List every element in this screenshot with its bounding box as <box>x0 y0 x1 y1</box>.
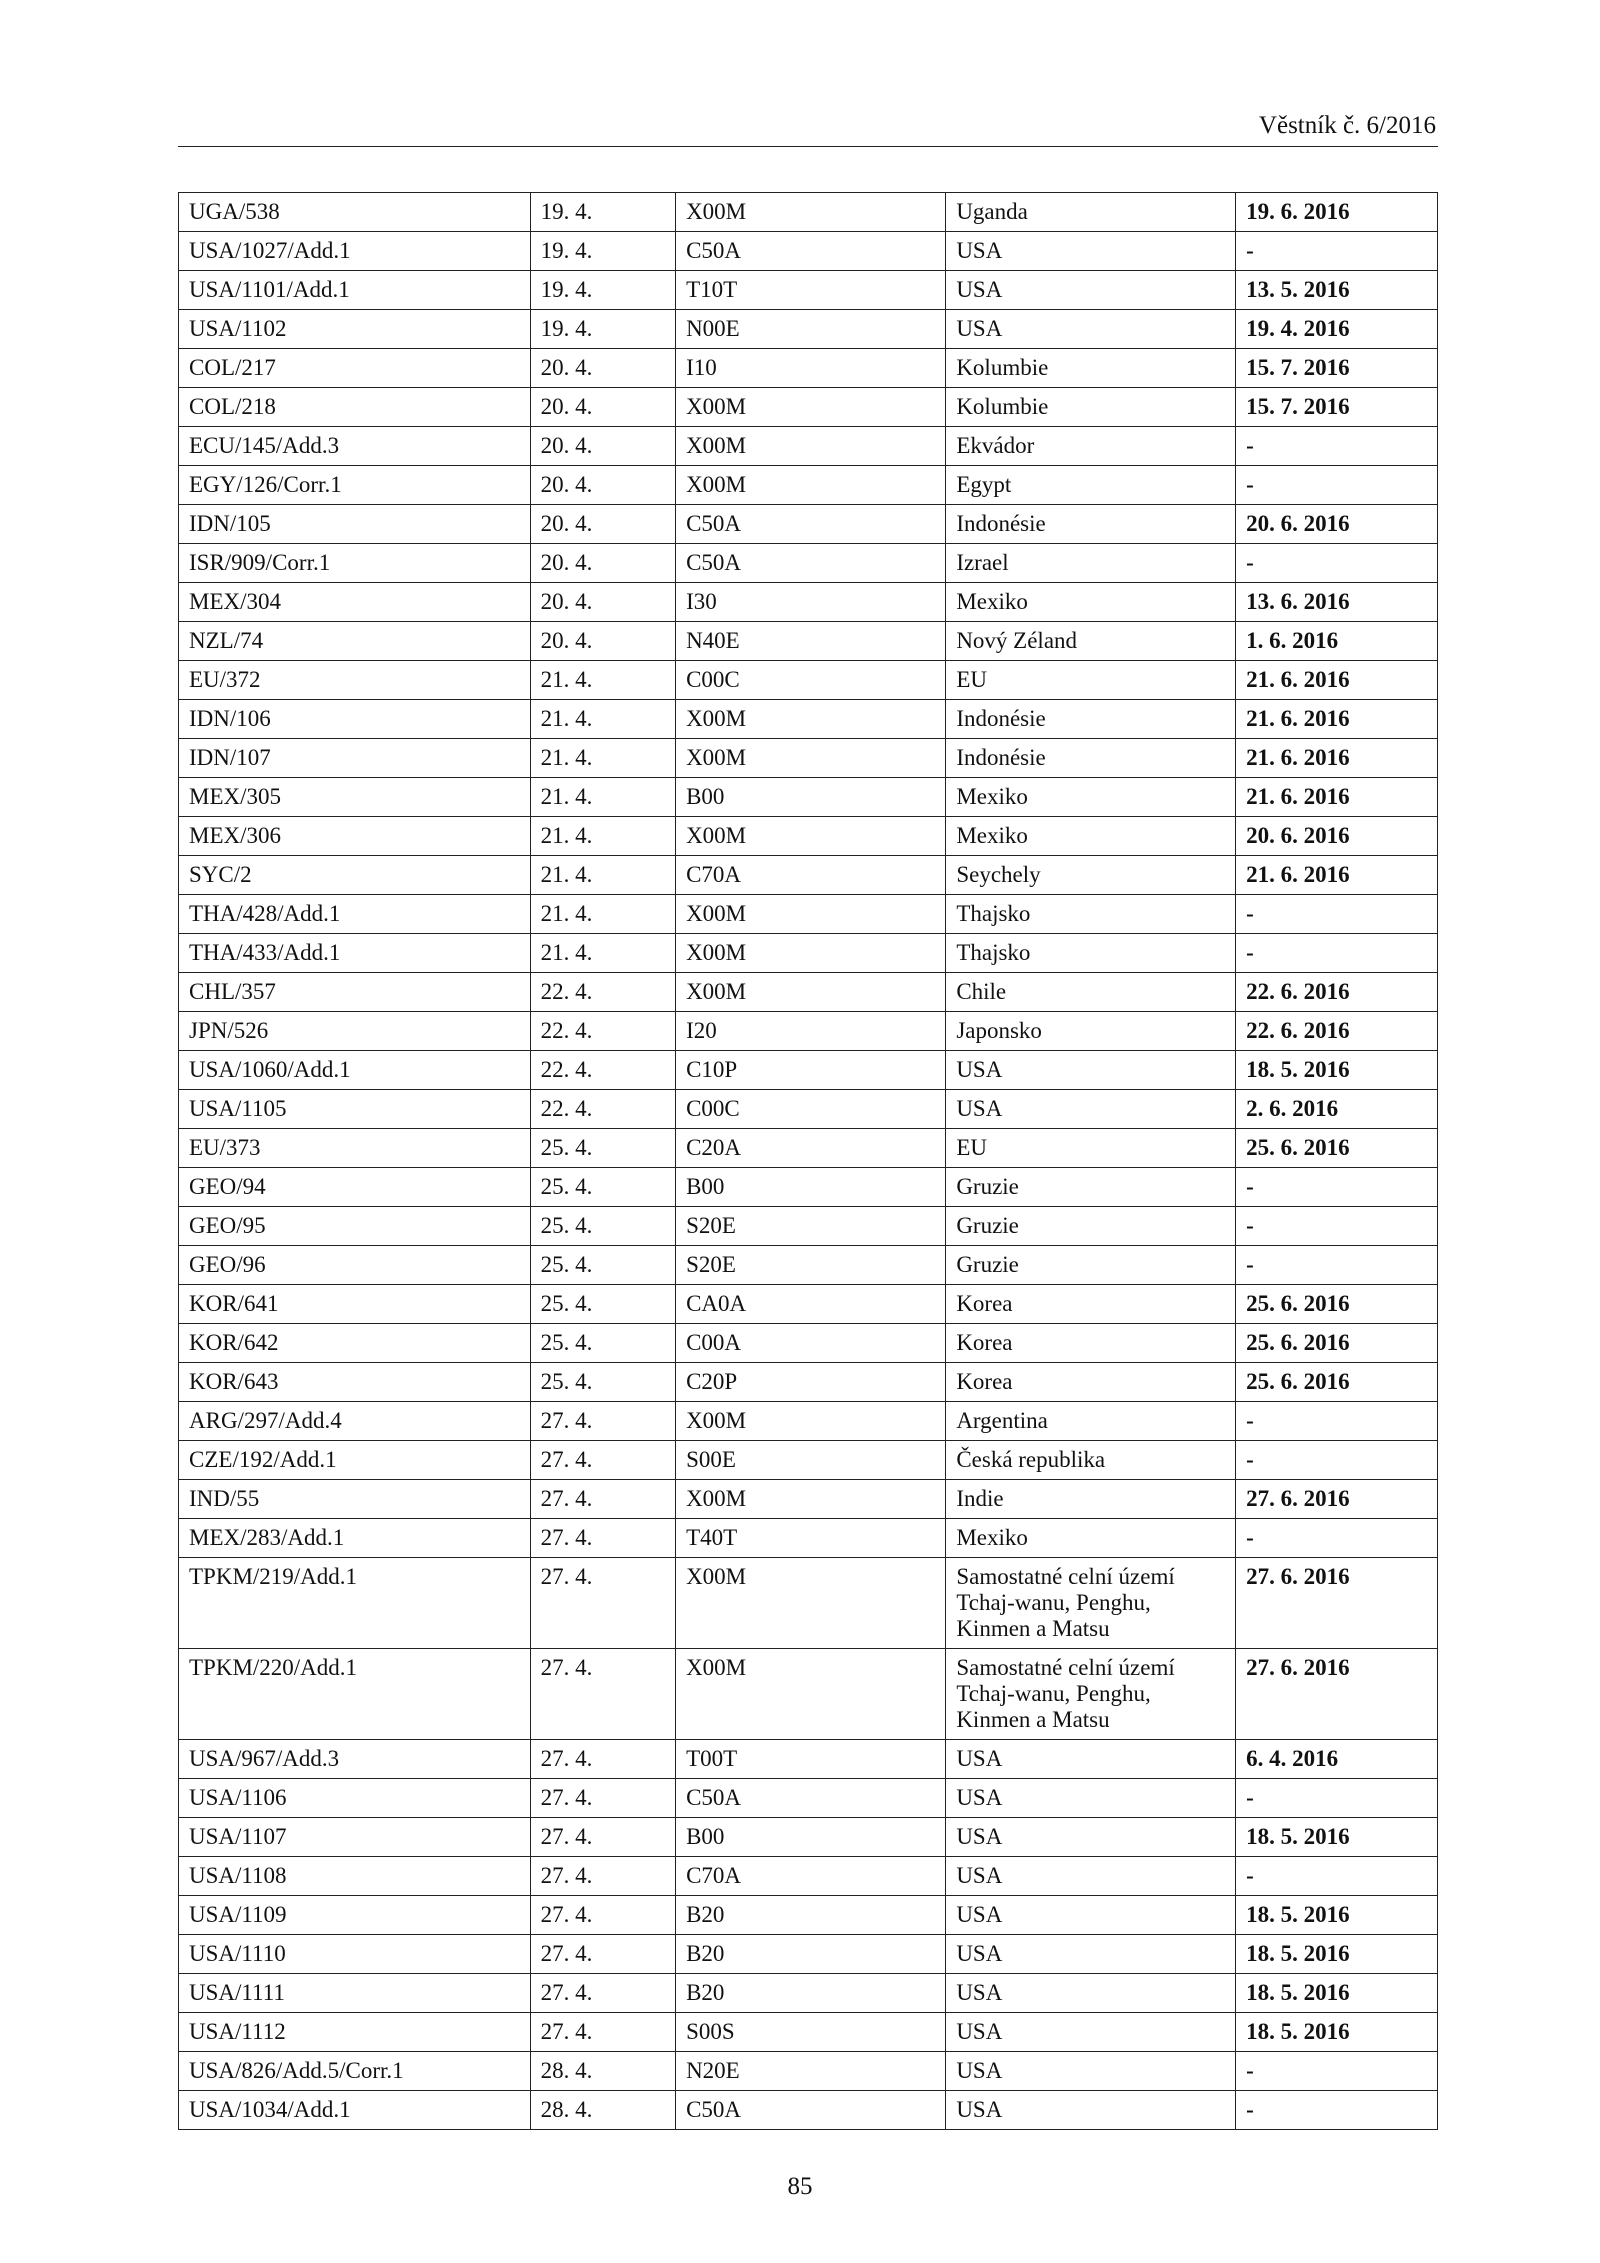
table-row <box>179 1051 1438 1090</box>
deadline-date-cell: 15. 7. 2016 <box>1236 349 1438 388</box>
deadline-date-cell: 21. 6. 2016 <box>1236 661 1438 700</box>
document-code-cell: GEO/94 <box>179 1168 531 1207</box>
document-code-cell: COL/217 <box>179 349 531 388</box>
document-code-cell: USA/1102 <box>179 310 531 349</box>
deadline-date-cell: - <box>1236 1857 1438 1896</box>
table-row <box>179 271 1438 310</box>
document-code-cell: USA/967/Add.3 <box>179 1740 531 1779</box>
deadline-date-cell: 19. 4. 2016 <box>1236 310 1438 349</box>
notification-table <box>178 192 1438 2130</box>
country-cell: Indonésie <box>946 739 1236 778</box>
table-row <box>179 2013 1438 2052</box>
country-cell: Gruzie <box>946 1246 1236 1285</box>
table-row <box>179 817 1438 856</box>
notification-date-cell: 28. 4. <box>530 2052 675 2091</box>
deadline-date-cell: 27. 6. 2016 <box>1236 1558 1438 1649</box>
notification-date-cell: 20. 4. <box>530 622 675 661</box>
ics-code-cell: N00E <box>676 310 946 349</box>
notification-date-cell: 27. 4. <box>530 1740 675 1779</box>
document-code-cell: USA/1107 <box>179 1818 531 1857</box>
document-code-cell: USA/1101/Add.1 <box>179 271 531 310</box>
ics-code-cell: X00M <box>676 427 946 466</box>
deadline-date-cell: 25. 6. 2016 <box>1236 1129 1438 1168</box>
country-cell: Kolumbie <box>946 388 1236 427</box>
document-code-cell: IDN/107 <box>179 739 531 778</box>
table-row <box>179 856 1438 895</box>
document-code-cell: USA/1109 <box>179 1896 531 1935</box>
table-row <box>179 349 1438 388</box>
country-cell: Nový Zéland <box>946 622 1236 661</box>
notification-date-cell: 25. 4. <box>530 1285 675 1324</box>
document-code-cell: IDN/105 <box>179 505 531 544</box>
table-row <box>179 778 1438 817</box>
document-code-cell: USA/1105 <box>179 1090 531 1129</box>
notification-date-cell: 20. 4. <box>530 349 675 388</box>
document-code-cell: IND/55 <box>179 1480 531 1519</box>
notification-date-cell: 27. 4. <box>530 1818 675 1857</box>
document-code-cell: CZE/192/Add.1 <box>179 1441 531 1480</box>
table-row <box>179 544 1438 583</box>
country-cell: Česká republika <box>946 1441 1236 1480</box>
table-row <box>179 934 1438 973</box>
ics-code-cell: T00T <box>676 1740 946 1779</box>
ics-code-cell: S00E <box>676 1441 946 1480</box>
ics-code-cell: C20A <box>676 1129 946 1168</box>
country-cell: USA <box>946 2052 1236 2091</box>
deadline-date-cell: - <box>1236 2052 1438 2091</box>
document-code-cell: ECU/145/Add.3 <box>179 427 531 466</box>
ics-code-cell: X00M <box>676 193 946 232</box>
table-row <box>179 700 1438 739</box>
country-cell: Izrael <box>946 544 1236 583</box>
table-row <box>179 973 1438 1012</box>
deadline-date-cell: 2. 6. 2016 <box>1236 1090 1438 1129</box>
table-row <box>179 1779 1438 1818</box>
deadline-date-cell: 18. 5. 2016 <box>1236 1896 1438 1935</box>
ics-code-cell: T40T <box>676 1519 946 1558</box>
notification-date-cell: 27. 4. <box>530 1480 675 1519</box>
deadline-date-cell: 27. 6. 2016 <box>1236 1480 1438 1519</box>
deadline-date-cell: 22. 6. 2016 <box>1236 973 1438 1012</box>
deadline-date-cell: - <box>1236 1168 1438 1207</box>
ics-code-cell: X00M <box>676 700 946 739</box>
country-cell: Korea <box>946 1363 1236 1402</box>
country-cell: USA <box>946 1857 1236 1896</box>
country-cell: Gruzie <box>946 1207 1236 1246</box>
notification-date-cell: 27. 4. <box>530 1935 675 1974</box>
table-row <box>179 1896 1438 1935</box>
notification-date-cell: 27. 4. <box>530 1402 675 1441</box>
table-row <box>179 1740 1438 1779</box>
country-cell: USA <box>946 2091 1236 2130</box>
deadline-date-cell: - <box>1236 427 1438 466</box>
notification-date-cell: 21. 4. <box>530 739 675 778</box>
ics-code-cell: N40E <box>676 622 946 661</box>
deadline-date-cell: 21. 6. 2016 <box>1236 700 1438 739</box>
country-cell: Korea <box>946 1285 1236 1324</box>
table-row <box>179 2052 1438 2091</box>
document-code-cell: GEO/95 <box>179 1207 531 1246</box>
notification-date-cell: 19. 4. <box>530 193 675 232</box>
country-cell: Japonsko <box>946 1012 1236 1051</box>
document-code-cell: USA/1034/Add.1 <box>179 2091 531 2130</box>
notification-date-cell: 20. 4. <box>530 583 675 622</box>
deadline-date-cell: - <box>1236 1441 1438 1480</box>
notification-date-cell: 20. 4. <box>530 466 675 505</box>
table-row <box>179 1974 1438 2013</box>
country-cell: Egypt <box>946 466 1236 505</box>
table-row <box>179 388 1438 427</box>
document-code-cell: USA/1112 <box>179 2013 531 2052</box>
ics-code-cell: I10 <box>676 349 946 388</box>
notification-date-cell: 22. 4. <box>530 1090 675 1129</box>
document-code-cell: TPKM/220/Add.1 <box>179 1649 531 1740</box>
notification-date-cell: 25. 4. <box>530 1324 675 1363</box>
country-cell: USA <box>946 1818 1236 1857</box>
document-code-cell: CHL/357 <box>179 973 531 1012</box>
document-code-cell: USA/826/Add.5/Corr.1 <box>179 2052 531 2091</box>
table-row <box>179 310 1438 349</box>
country-cell: Seychely <box>946 856 1236 895</box>
notification-date-cell: 21. 4. <box>530 934 675 973</box>
deadline-date-cell: 18. 5. 2016 <box>1236 1818 1438 1857</box>
notification-date-cell: 27. 4. <box>530 1519 675 1558</box>
document-code-cell: USA/1110 <box>179 1935 531 1974</box>
document-code-cell: KOR/642 <box>179 1324 531 1363</box>
country-cell: USA <box>946 271 1236 310</box>
deadline-date-cell: - <box>1236 895 1438 934</box>
deadline-date-cell: 15. 7. 2016 <box>1236 388 1438 427</box>
notification-date-cell: 20. 4. <box>530 427 675 466</box>
document-code-cell: MEX/305 <box>179 778 531 817</box>
table-row <box>179 739 1438 778</box>
notification-date-cell: 27. 4. <box>530 1441 675 1480</box>
ics-code-cell: X00M <box>676 934 946 973</box>
deadline-date-cell: 13. 5. 2016 <box>1236 271 1438 310</box>
ics-code-cell: C00C <box>676 1090 946 1129</box>
ics-code-cell: X00M <box>676 817 946 856</box>
ics-code-cell: C70A <box>676 856 946 895</box>
deadline-date-cell: 22. 6. 2016 <box>1236 1012 1438 1051</box>
ics-code-cell: B00 <box>676 778 946 817</box>
table-row <box>179 1519 1438 1558</box>
table-row <box>179 466 1438 505</box>
document-code-cell: JPN/526 <box>179 1012 531 1051</box>
notification-date-cell: 27. 4. <box>530 1896 675 1935</box>
table-row <box>179 1285 1438 1324</box>
notification-date-cell: 27. 4. <box>530 1857 675 1896</box>
notification-date-cell: 21. 4. <box>530 661 675 700</box>
ics-code-cell: X00M <box>676 895 946 934</box>
table-row <box>179 1649 1438 1740</box>
country-cell: EU <box>946 661 1236 700</box>
document-code-cell: TPKM/219/Add.1 <box>179 1558 531 1649</box>
country-cell: USA <box>946 1051 1236 1090</box>
notification-date-cell: 27. 4. <box>530 1779 675 1818</box>
document-code-cell: USA/1108 <box>179 1857 531 1896</box>
table-row <box>179 1818 1438 1857</box>
ics-code-cell: C00A <box>676 1324 946 1363</box>
ics-code-cell: B20 <box>676 1935 946 1974</box>
notification-date-cell: 19. 4. <box>530 232 675 271</box>
deadline-date-cell: - <box>1236 1246 1438 1285</box>
deadline-date-cell: 1. 6. 2016 <box>1236 622 1438 661</box>
page-header <box>178 110 1438 147</box>
deadline-date-cell: 18. 5. 2016 <box>1236 1974 1438 2013</box>
country-cell: Mexiko <box>946 778 1236 817</box>
notification-date-cell: 22. 4. <box>530 1051 675 1090</box>
table-row <box>179 622 1438 661</box>
country-cell: Mexiko <box>946 1519 1236 1558</box>
ics-code-cell: X00M <box>676 1558 946 1649</box>
document-code-cell: ISR/909/Corr.1 <box>179 544 531 583</box>
notification-date-cell: 25. 4. <box>530 1246 675 1285</box>
ics-code-cell: C50A <box>676 544 946 583</box>
deadline-date-cell: 6. 4. 2016 <box>1236 1740 1438 1779</box>
table-body <box>179 193 1438 2130</box>
table-row <box>179 661 1438 700</box>
table-row <box>179 1012 1438 1051</box>
notification-date-cell: 27. 4. <box>530 2013 675 2052</box>
notification-date-cell: 22. 4. <box>530 1012 675 1051</box>
country-cell: Indie <box>946 1480 1236 1519</box>
table-row <box>179 1168 1438 1207</box>
document-code-cell: USA/1111 <box>179 1974 531 2013</box>
document-code-cell: MEX/304 <box>179 583 531 622</box>
deadline-date-cell: 25. 6. 2016 <box>1236 1285 1438 1324</box>
table-row <box>179 1441 1438 1480</box>
document-code-cell: COL/218 <box>179 388 531 427</box>
deadline-date-cell: 21. 6. 2016 <box>1236 778 1438 817</box>
document-code-cell: THA/428/Add.1 <box>179 895 531 934</box>
notification-date-cell: 27. 4. <box>530 1558 675 1649</box>
deadline-date-cell: - <box>1236 466 1438 505</box>
deadline-date-cell: 27. 6. 2016 <box>1236 1649 1438 1740</box>
deadline-date-cell: 18. 5. 2016 <box>1236 2013 1438 2052</box>
ics-code-cell: X00M <box>676 1480 946 1519</box>
notification-date-cell: 22. 4. <box>530 973 675 1012</box>
deadline-date-cell: - <box>1236 934 1438 973</box>
document-code-cell: EU/372 <box>179 661 531 700</box>
ics-code-cell: T10T <box>676 271 946 310</box>
document-code-cell: EU/373 <box>179 1129 531 1168</box>
country-cell: USA <box>946 232 1236 271</box>
country-cell: USA <box>946 1090 1236 1129</box>
country-cell: Samostatné celní území Tchaj-wanu, Penghu, Kinmen a Matsu <box>946 1649 1236 1740</box>
deadline-date-cell: 13. 6. 2016 <box>1236 583 1438 622</box>
notification-date-cell: 21. 4. <box>530 817 675 856</box>
country-cell: USA <box>946 1740 1236 1779</box>
ics-code-cell: X00M <box>676 1402 946 1441</box>
notification-date-cell: 27. 4. <box>530 1649 675 1740</box>
deadline-date-cell: - <box>1236 544 1438 583</box>
notification-date-cell: 21. 4. <box>530 856 675 895</box>
document-code-cell: MEX/306 <box>179 817 531 856</box>
deadline-date-cell: - <box>1236 1519 1438 1558</box>
notification-date-cell: 27. 4. <box>530 1974 675 2013</box>
ics-code-cell: S20E <box>676 1246 946 1285</box>
country-cell: Thajsko <box>946 934 1236 973</box>
notification-date-cell: 21. 4. <box>530 700 675 739</box>
deadline-date-cell: 25. 6. 2016 <box>1236 1324 1438 1363</box>
ics-code-cell: B20 <box>676 1974 946 2013</box>
document-code-cell: USA/1060/Add.1 <box>179 1051 531 1090</box>
country-cell: Mexiko <box>946 817 1236 856</box>
document-code-cell: ARG/297/Add.4 <box>179 1402 531 1441</box>
deadline-date-cell: - <box>1236 1402 1438 1441</box>
deadline-date-cell: 18. 5. 2016 <box>1236 1935 1438 1974</box>
ics-code-cell: I30 <box>676 583 946 622</box>
table-row <box>179 1857 1438 1896</box>
notification-date-cell: 19. 4. <box>530 310 675 349</box>
document-code-cell: NZL/74 <box>179 622 531 661</box>
ics-code-cell: C50A <box>676 2091 946 2130</box>
ics-code-cell: I20 <box>676 1012 946 1051</box>
ics-code-cell: S00S <box>676 2013 946 2052</box>
ics-code-cell: C10P <box>676 1051 946 1090</box>
country-cell: USA <box>946 1974 1236 2013</box>
ics-code-cell: B00 <box>676 1818 946 1857</box>
notification-date-cell: 25. 4. <box>530 1168 675 1207</box>
ics-code-cell: B00 <box>676 1168 946 1207</box>
document-code-cell: EGY/126/Corr.1 <box>179 466 531 505</box>
notification-date-cell: 25. 4. <box>530 1129 675 1168</box>
notification-date-cell: 21. 4. <box>530 895 675 934</box>
notification-date-cell: 20. 4. <box>530 505 675 544</box>
table-row <box>179 1935 1438 1974</box>
ics-code-cell: X00M <box>676 388 946 427</box>
table-row <box>179 2091 1438 2130</box>
table-row <box>179 505 1438 544</box>
deadline-date-cell: 20. 6. 2016 <box>1236 817 1438 856</box>
deadline-date-cell: - <box>1236 1207 1438 1246</box>
document-code-cell: MEX/283/Add.1 <box>179 1519 531 1558</box>
notification-date-cell: 28. 4. <box>530 2091 675 2130</box>
document-code-cell: KOR/641 <box>179 1285 531 1324</box>
table-row <box>179 193 1438 232</box>
country-cell: Kolumbie <box>946 349 1236 388</box>
table-row <box>179 1129 1438 1168</box>
document-code-cell: GEO/96 <box>179 1246 531 1285</box>
ics-code-cell: X00M <box>676 1649 946 1740</box>
country-cell: Gruzie <box>946 1168 1236 1207</box>
document-code-cell: SYC/2 <box>179 856 531 895</box>
ics-code-cell: C00C <box>676 661 946 700</box>
deadline-date-cell: 21. 6. 2016 <box>1236 856 1438 895</box>
notification-date-cell: 20. 4. <box>530 388 675 427</box>
ics-code-cell: S20E <box>676 1207 946 1246</box>
country-cell: Indonésie <box>946 700 1236 739</box>
country-cell: Ekvádor <box>946 427 1236 466</box>
notification-date-cell: 19. 4. <box>530 271 675 310</box>
ics-code-cell: C50A <box>676 232 946 271</box>
deadline-date-cell: 21. 6. 2016 <box>1236 739 1438 778</box>
country-cell: Samostatné celní území Tchaj-wanu, Penghu, Kinmen a Matsu <box>946 1558 1236 1649</box>
ics-code-cell: B20 <box>676 1896 946 1935</box>
ics-code-cell: C70A <box>676 1857 946 1896</box>
document-code-cell: IDN/106 <box>179 700 531 739</box>
table-row <box>179 232 1438 271</box>
document-code-cell: USA/1027/Add.1 <box>179 232 531 271</box>
country-cell: Chile <box>946 973 1236 1012</box>
deadline-date-cell: - <box>1236 232 1438 271</box>
journal-title: Věstník č. 6/2016 <box>1258 112 1436 139</box>
ics-code-cell: X00M <box>676 739 946 778</box>
table-row <box>179 583 1438 622</box>
ics-code-cell: X00M <box>676 466 946 505</box>
deadline-date-cell: - <box>1236 1779 1438 1818</box>
deadline-date-cell: 25. 6. 2016 <box>1236 1363 1438 1402</box>
table-row <box>179 1402 1438 1441</box>
table-row <box>179 1480 1438 1519</box>
ics-code-cell: X00M <box>676 973 946 1012</box>
ics-code-cell: C20P <box>676 1363 946 1402</box>
table-row <box>179 1090 1438 1129</box>
page-number: 85 <box>787 2173 813 2200</box>
notification-date-cell: 21. 4. <box>530 778 675 817</box>
country-cell: USA <box>946 1935 1236 1974</box>
deadline-date-cell: 18. 5. 2016 <box>1236 1051 1438 1090</box>
deadline-date-cell: - <box>1236 2091 1438 2130</box>
country-cell: Argentina <box>946 1402 1236 1441</box>
notification-date-cell: 25. 4. <box>530 1363 675 1402</box>
country-cell: USA <box>946 1896 1236 1935</box>
deadline-date-cell: 19. 6. 2016 <box>1236 193 1438 232</box>
table-row <box>179 427 1438 466</box>
country-cell: USA <box>946 1779 1236 1818</box>
country-cell: EU <box>946 1129 1236 1168</box>
table-row <box>179 1363 1438 1402</box>
country-cell: Korea <box>946 1324 1236 1363</box>
document-code-cell: UGA/538 <box>179 193 531 232</box>
table-row <box>179 1207 1438 1246</box>
table-row <box>179 1246 1438 1285</box>
country-cell: Uganda <box>946 193 1236 232</box>
ics-code-cell: C50A <box>676 505 946 544</box>
ics-code-cell: C50A <box>676 1779 946 1818</box>
country-cell: USA <box>946 310 1236 349</box>
deadline-date-cell: 20. 6. 2016 <box>1236 505 1438 544</box>
document-code-cell: THA/433/Add.1 <box>179 934 531 973</box>
country-cell: Thajsko <box>946 895 1236 934</box>
country-cell: Indonésie <box>946 505 1236 544</box>
ics-code-cell: CA0A <box>676 1285 946 1324</box>
table-row <box>179 1558 1438 1649</box>
table-row <box>179 1324 1438 1363</box>
country-cell: USA <box>946 2013 1236 2052</box>
notification-date-cell: 20. 4. <box>530 544 675 583</box>
table-row <box>179 895 1438 934</box>
ics-code-cell: N20E <box>676 2052 946 2091</box>
notification-date-cell: 25. 4. <box>530 1207 675 1246</box>
document-code-cell: KOR/643 <box>179 1363 531 1402</box>
country-cell: Mexiko <box>946 583 1236 622</box>
document-code-cell: USA/1106 <box>179 1779 531 1818</box>
